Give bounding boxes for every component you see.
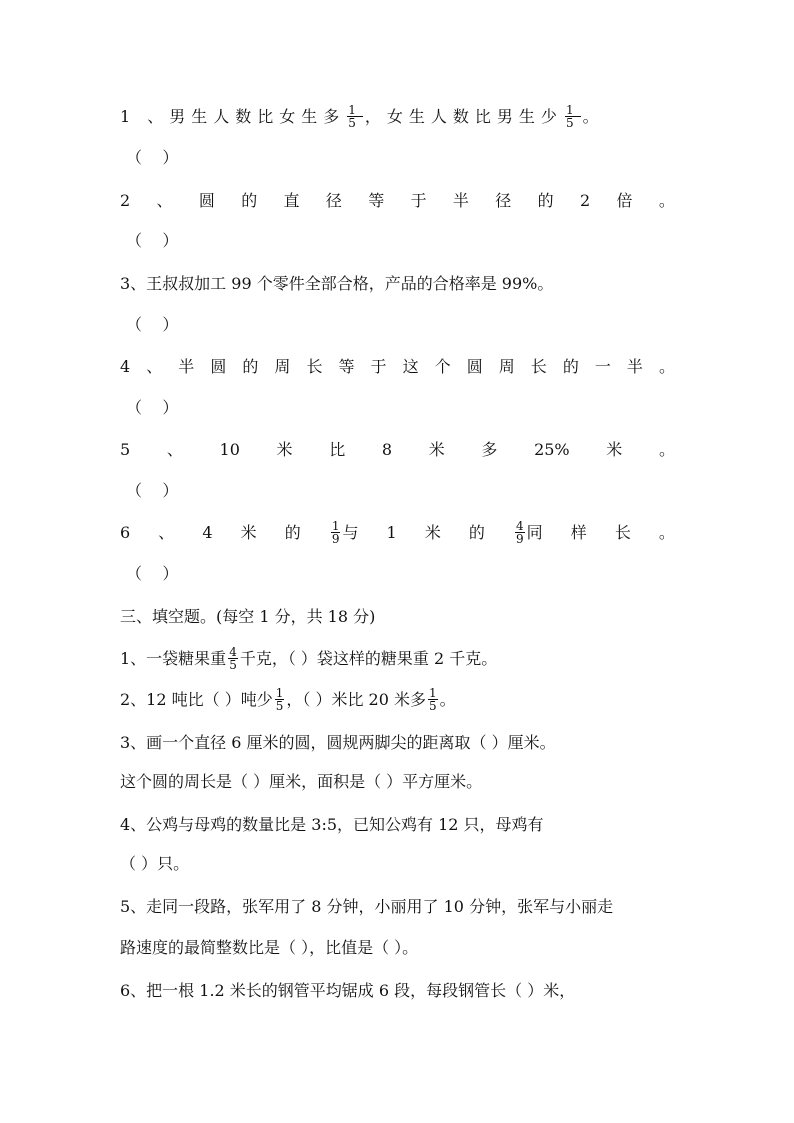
judge-item-6: 6 、 4 米 的 $\frac{1}{9}$ 与 1 米 的 $\frac{4}{9}$ 同 样 长 。: [120, 519, 675, 546]
fill-question-3-line-1: 3、画一个直径 6 厘米的圆，圆规两脚尖的距离取（ ）厘米。: [120, 733, 556, 752]
answer-blank[interactable]: （ ）: [126, 481, 179, 500]
judge-1-text-c: 。: [582, 106, 605, 126]
fill-question-3-line-2: 这个圆的周长是（ ）厘米，面积是（ ）平方厘米。: [120, 772, 483, 791]
fraction-four-fifths: $\frac{4}{5}$: [229, 645, 237, 672]
fraction-one-fifth: $\frac{1}{5}$: [428, 686, 437, 713]
fraction-one-fifth: $\frac{1}{5}$: [348, 103, 362, 130]
fill-question-4-line-2: （ ）只。: [120, 854, 190, 873]
fraction-one-ninth: $\frac{1}{9}$: [331, 519, 340, 546]
fraction-four-ninths: $\frac{4}{9}$: [516, 519, 524, 546]
fill-question-1: 1、一袋糖果重 $\frac{4}{5}$ 千克，（ ）袋这样的糖果重 2 千克。: [120, 645, 498, 672]
fill-question-2: 2、12 吨比（ ）吨少 $\frac{1}{5}$ ，（ ）米比 20 米多 $\frac{1}{5}$ 。: [120, 686, 456, 713]
answer-blank[interactable]: （ ）: [126, 564, 179, 583]
judge-item-1: [120, 104, 675, 129]
fraction-with-text: $\frac{4}{9}$ 同: [516, 519, 543, 546]
fraction-with-text: $\frac{1}{9}$ 与: [331, 519, 359, 546]
fill-question-4-line-1: 4、公鸡与母鸡的数量比是 3:5，已知公鸡有 12 只，母鸡有: [120, 815, 544, 834]
fraction-one-fifth: $\frac{1}{5}$: [565, 103, 580, 130]
judge-1-text-a: 1 、男生人数比女生多: [120, 106, 346, 126]
fraction-one-fifth: $\frac{1}{5}$: [275, 686, 284, 713]
judge-1-text-b: ，女生人数比男生少: [364, 106, 563, 126]
answer-blank[interactable]: （ ）: [126, 148, 179, 167]
fill-question-5-line-1: 5、走同一段路，张军用了 8 分钟，小丽用了 10 分钟，张军与小丽走: [120, 897, 614, 916]
fill-question-6: 6、把一根 1.2 米长的钢管平均锯成 6 段，每段钢管长（ ）米，: [120, 981, 576, 1000]
judge-item-5: 5 、 10 米 比 8 米 多 25% 米 。: [120, 440, 675, 459]
answer-blank[interactable]: （ ）: [126, 398, 179, 417]
fill-question-5-line-2: 路速度的最简整数比是（ ），比值是（ ）。: [120, 938, 419, 957]
judge-item-3: 3、王叔叔加工 99 个零件全部合格，产品的合格率是 99%。: [120, 274, 554, 293]
judge-item-4: 4 、 半 圆 的 周 长 等 于 这 个 圆 周 长 的 一 半 。: [120, 357, 675, 376]
judge-item-2: 2 、 圆 的 直 径 等 于 半 径 的 2 倍 。: [120, 191, 675, 210]
answer-blank[interactable]: （ ）: [126, 315, 179, 334]
answer-blank[interactable]: （ ）: [126, 231, 179, 250]
section-title: 三、填空题。(每空 1 分，共 18 分): [120, 607, 376, 626]
